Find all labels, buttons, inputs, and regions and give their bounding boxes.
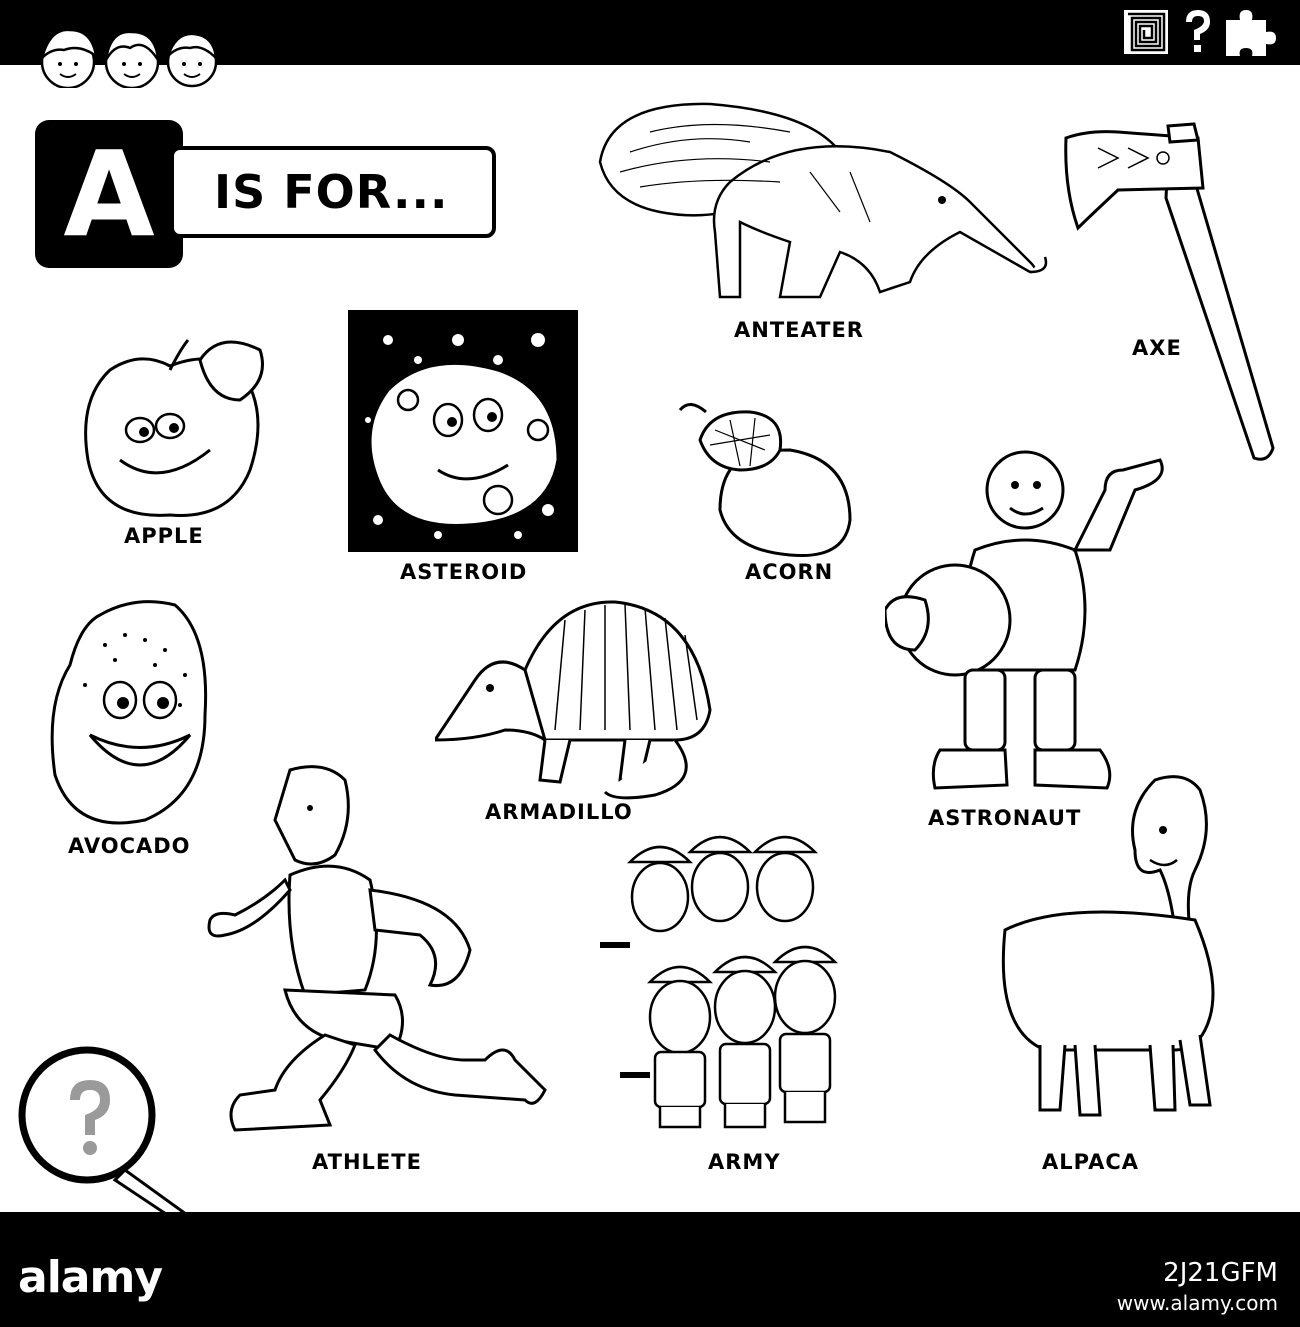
site-url: www.alamy.com (1116, 1291, 1278, 1315)
bottom-bar (0, 1212, 1300, 1327)
question-mark-icon (1180, 8, 1216, 56)
acorn-illustration (670, 390, 855, 560)
label-asteroid: ASTEROID (400, 560, 528, 584)
astronaut-illustration (885, 430, 1170, 800)
label-alpaca: ALPACA (1042, 1150, 1140, 1174)
puzzle-piece-icon (1222, 8, 1278, 58)
label-athlete: ATHLETE (312, 1150, 422, 1174)
avocado-illustration (45, 595, 215, 830)
big-letter: A (63, 125, 155, 263)
label-armadillo: ARMADILLO (485, 800, 633, 824)
athlete-illustration (195, 760, 550, 1145)
label-axe: AXE (1132, 336, 1182, 360)
toolbar-icons (1122, 8, 1282, 58)
label-anteater: ANTEATER (734, 318, 864, 342)
letter-block (35, 120, 183, 268)
maze-icon (1122, 8, 1170, 56)
image-id: 2J21GFM (1163, 1258, 1278, 1288)
brand-logo: alamy (18, 1252, 162, 1303)
label-avocado: AVOCADO (68, 834, 191, 858)
image-info (1117, 1258, 1278, 1318)
is-for-box (170, 146, 496, 238)
label-acorn: ACORN (745, 560, 834, 584)
magnifying-glass-icon (15, 1045, 220, 1240)
is-for-text: IS FOR... (214, 165, 449, 219)
army-illustration (590, 822, 875, 1140)
label-apple: APPLE (124, 524, 204, 548)
axe-illustration (1058, 118, 1278, 468)
asteroid-illustration (348, 310, 578, 552)
apple-illustration (70, 330, 275, 525)
kids-faces-icon (20, 8, 230, 88)
label-astronaut: ASTRONAUT (928, 806, 1082, 830)
alpaca-illustration (985, 770, 1225, 1138)
label-army: ARMY (708, 1150, 781, 1174)
anteater-illustration (590, 92, 1060, 307)
